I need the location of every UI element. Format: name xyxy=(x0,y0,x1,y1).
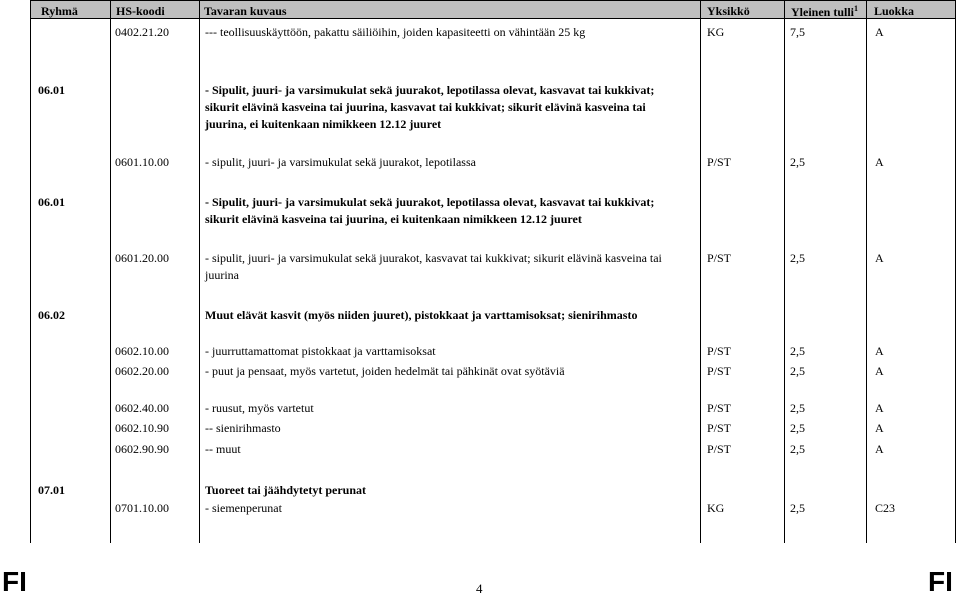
class: A xyxy=(875,442,884,456)
item-description: --- teollisuuskäyttöön, pakattu säiliöihin, joiden kapasiteetti on vähintään 25 kg xyxy=(205,25,586,39)
class: A xyxy=(875,421,884,435)
group-description-line: - Sipulit, juuri- ja varsimukulat sekä juurakot, lepotilassa olevat, kasvavat tai kukkivat; xyxy=(205,195,655,209)
group-description: Tuoreet tai jäähdytetyt perunat xyxy=(205,483,366,497)
column-rule xyxy=(866,0,867,543)
header-ryhma: Ryhmä xyxy=(41,4,78,18)
item-description: - siemenperunat xyxy=(205,501,282,515)
group-description-line: juurina, ei kuitenkaan nimikkeen 12.12 juuret xyxy=(205,117,442,131)
hs-code: 0602.90.90 xyxy=(115,442,169,456)
group-description-line: - Sipulit, juuri- ja varsimukulat sekä juurakot, lepotilassa olevat, kasvavat tai kukkivat; xyxy=(205,83,655,97)
group-description-line: sikurit elävinä kasveina tai juurina, kasvavat tai kukkivat; sikurit elävinä kasveina tai xyxy=(205,100,646,114)
hs-code: 0602.40.00 xyxy=(115,401,169,415)
unit: P/ST xyxy=(707,364,732,378)
group-description-line: sikurit elävinä kasveina tai juurina, ei kuitenkaan nimikkeen 12.12 juuret xyxy=(205,212,582,226)
item-description: - sipulit, juuri- ja varsimukulat sekä juurakot, lepotilassa xyxy=(205,155,476,169)
header-hs-koodi: HS-koodi xyxy=(116,4,165,18)
column-rule xyxy=(955,0,956,543)
item-description: - ruusut, myös vartetut xyxy=(205,401,314,415)
header-yksikko: Yksikkö xyxy=(707,4,750,18)
item-description: - juurruttamattomat pistokkaat ja varttamisoksat xyxy=(205,344,436,358)
class: A xyxy=(875,364,884,378)
unit: KG xyxy=(707,25,725,39)
duty-rate: 2,5 xyxy=(790,155,805,169)
header-tulli-label: Yleinen tulli xyxy=(791,5,855,19)
header-yleinen-tulli xyxy=(791,4,858,20)
unit: P/ST xyxy=(707,421,732,435)
unit: KG xyxy=(707,501,725,515)
item-description: - puut ja pensaat, myös vartetut, joiden hedelmät tai pähkinät ovat syötäviä xyxy=(205,364,565,378)
hs-code: 0602.10.00 xyxy=(115,344,169,358)
page-number: 4 xyxy=(476,581,483,596)
duty-rate: 7,5 xyxy=(790,25,805,39)
hs-code: 0602.10.90 xyxy=(115,421,169,435)
item-description: -- muut xyxy=(205,442,241,456)
language-mark-right: FI xyxy=(928,566,953,597)
unit: P/ST xyxy=(707,344,732,358)
item-description-line: juurina xyxy=(205,268,239,282)
column-rule xyxy=(199,0,200,543)
class: A xyxy=(875,25,884,39)
hs-code: 0602.20.00 xyxy=(115,364,169,378)
table-header xyxy=(30,0,956,19)
unit: P/ST xyxy=(707,401,732,415)
header-kuvaus: Tavaran kuvaus xyxy=(204,4,287,18)
column-rule xyxy=(700,0,701,543)
class: A xyxy=(875,251,884,265)
language-mark-left: FI xyxy=(2,566,27,597)
hs-code: 0601.20.00 xyxy=(115,251,169,265)
unit: P/ST xyxy=(707,155,732,169)
hs-code: 0701.10.00 xyxy=(115,501,169,515)
class: C23 xyxy=(875,501,896,515)
unit: P/ST xyxy=(707,442,732,456)
header-tulli-footnote: 1 xyxy=(854,4,859,13)
duty-rate: 2,5 xyxy=(790,442,805,456)
group-description: Muut elävät kasvit (myös niiden juuret), pistokkaat ja varttamisoksat; sienirihmasto xyxy=(205,308,638,322)
hs-code: 0402.21.20 xyxy=(115,25,169,39)
duty-rate: 2,5 xyxy=(790,501,805,515)
hs-code: 0601.10.00 xyxy=(115,155,169,169)
duty-rate: 2,5 xyxy=(790,421,805,435)
item-description: -- sienirihmasto xyxy=(205,421,281,435)
group-code: 06.01 xyxy=(38,195,65,209)
column-rule xyxy=(110,0,111,543)
duty-rate: 2,5 xyxy=(790,401,805,415)
item-description-line: - sipulit, juuri- ja varsimukulat sekä juurakot, kasvavat tai kukkivat; sikurit elävinä kasveina tai xyxy=(205,251,662,265)
duty-rate: 2,5 xyxy=(790,251,805,265)
column-rule xyxy=(30,0,31,543)
group-code: 06.01 xyxy=(38,83,65,97)
duty-rate: 2,5 xyxy=(790,344,805,358)
column-rule xyxy=(784,0,785,543)
class: A xyxy=(875,155,884,169)
group-code: 06.02 xyxy=(38,308,65,322)
duty-rate: 2,5 xyxy=(790,364,805,378)
class: A xyxy=(875,344,884,358)
header-luokka: Luokka xyxy=(874,4,915,18)
class: A xyxy=(875,401,884,415)
group-code: 07.01 xyxy=(38,483,65,497)
unit: P/ST xyxy=(707,251,732,265)
